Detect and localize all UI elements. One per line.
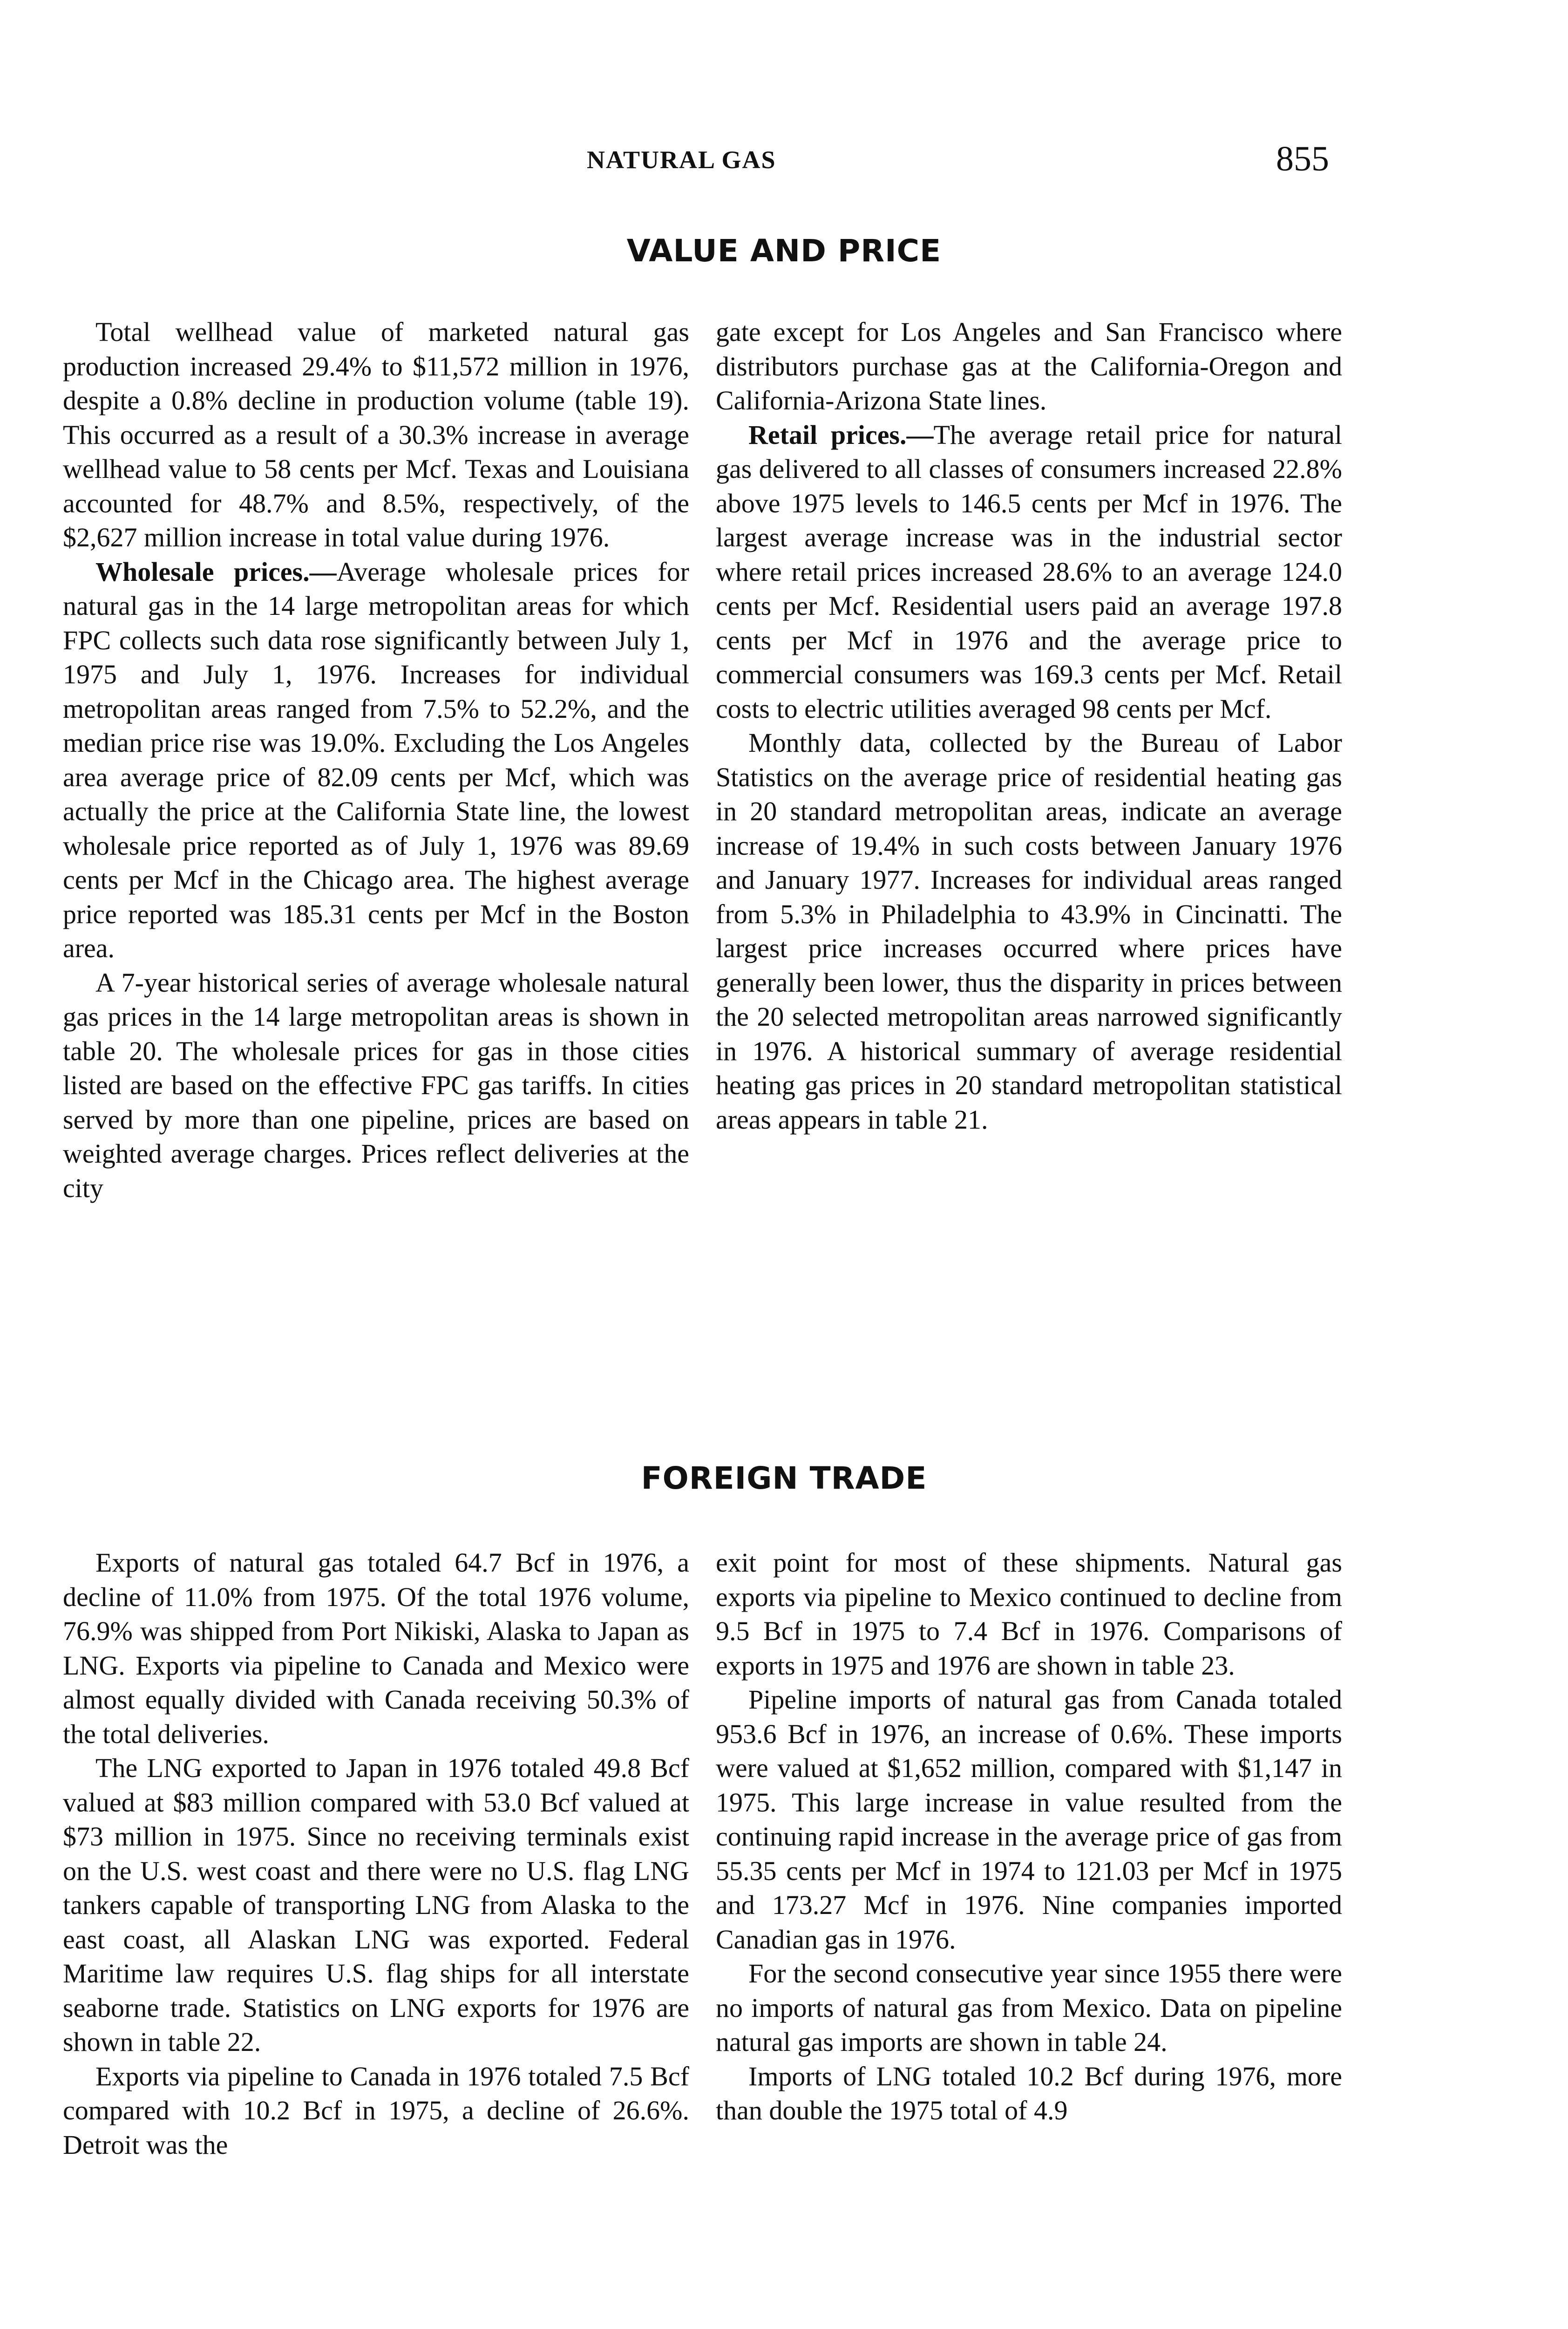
run-in-heading: Retail prices.— xyxy=(748,419,934,450)
paragraph: Pipeline imports of natural gas from Canada totaled 953.6 Bcf in 1976, an increase of 0.6%. These imports were valued at $1,652 million, compared with $1,147 in 1975. This large increase in value resulted from the continuing rapid increase in the average price of gas from 55.35 cents per Mcf in 1974 to 121.03 per Mcf in 1975 and 173.27 Mcf in 1976. Nine companies imported Canadian gas in 1976. xyxy=(716,1684,1342,1954)
paragraph: Exports of natural gas totaled 64.7 Bcf in 1976, a decline of 11.0% from 1975. Of the total 1976 volume, 76.9% was shipped from Port Nikiski, Alaska to Japan as LNG. Exports via pipeline to Canada and Mexico were almost equally divided with Canada receiving 50.3% of the total deliveries. xyxy=(63,1547,689,1749)
paragraph-text: The average retail price for natural gas delivered to all classes of consumers increased 22.8% above 1975 levels to 146.5 cents per Mcf in 1976. The largest average increase was in the industrial sector where retail prices increased 28.6% to an average 124.0 cents per Mcf. Residential users paid an average 197.8 cents per Mcf in 1976 and the average price to commercial consumers was 169.3 cents per Mcf. Retail costs to electric utilities averaged 98 cents per Mcf. xyxy=(716,419,1342,724)
paragraph: Imports of LNG totaled 10.2 Bcf during 1976, more than double the 1975 total of 4.9 xyxy=(716,2061,1342,2125)
value-price-right-column xyxy=(716,315,1342,1137)
run-in-heading: Wholesale prices.— xyxy=(95,556,337,587)
paragraph-continued: gate except for Los Angeles and San Francisco where distributors purchase gas at the California-Oregon and California-Arizona State lines. xyxy=(716,317,1342,415)
section-heading-foreign-trade: FOREIGN TRADE xyxy=(641,1460,927,1496)
paragraph xyxy=(716,418,1342,726)
page-number: 855 xyxy=(1276,139,1329,178)
paragraph-text: Average wholesale prices for natural gas in the 14 large metropolitan areas for which FPC collects such data rose significantly between July 1, 1975 and July 1, 1976. Increases for individual metropolitan areas ranged from 7.5% to 52.2%, and the median price rise was 19.0%. Excluding the Los Angeles area average price of 82.09 cents per Mcf, which was actually the price at the California State line, the lowest wholesale price reported as of July 1, 1976 was 89.69 cents per Mcf in the Chicago area. The highest average price reported was 185.31 cents per Mcf in the Boston area. xyxy=(63,556,689,963)
foreign-trade-right-column xyxy=(716,1546,1342,2128)
paragraph-continued: exit point for most of these shipments. Natural gas exports via pipeline to Mexico continued to decline from 9.5 Bcf in 1975 to 7.4 Bcf in 1976. Comparisons of exports in 1975 and 1976 are shown in table 23. xyxy=(716,1547,1342,1681)
value-price-left-column xyxy=(63,315,689,1205)
running-header: NATURAL GAS xyxy=(587,146,776,174)
paragraph: Total wellhead value of marketed natural gas production increased 29.4% to $11,572 million in 1976, despite a 0.8% decline in production volume (table 19). This occurred as a result of a 30.3% increase in average wellhead value to 58 cents per Mcf. Texas and Louisiana accounted for 48.7% and 8.5%, respectively, of the $2,627 million increase in total value during 1976. xyxy=(63,317,689,552)
paragraph: For the second consecutive year since 1955 there were no imports of natural gas from Mexico. Data on pipeline natural gas imports are shown in table 24. xyxy=(716,1958,1342,2057)
paragraph: A 7-year historical series of average wholesale natural gas prices in the 14 large metropolitan areas is shown in table 20. The wholesale prices for gas in those cities listed are based on the effective FPC gas tariffs. In cities served by more than one pipeline, prices are based on weighted average charges. Prices reflect deliveries at the city xyxy=(63,967,689,1203)
paragraph: The LNG exported to Japan in 1976 totaled 49.8 Bcf valued at $83 million compared with 53.0 Bcf valued at $73 million in 1975. Since no receiving terminals exist on the U.S. west coast and there were no U.S. flag LNG tankers capable of transporting LNG from Alaska to the east coast, all Alaskan LNG was exported. Federal Maritime law requires U.S. flag ships for all interstate seaborne trade. Statistics on LNG exports for 1976 are shown in table 22. xyxy=(63,1753,689,2057)
foreign-trade-left-column xyxy=(63,1546,689,2162)
paragraph: Monthly data, collected by the Bureau of Labor Statistics on the average price of residential heating gas in 20 standard metropolitan areas, indicate an average increase of 19.4% in such costs between January 1976 and January 1977. Increases for individual areas ranged from 5.3% in Philadelphia to 43.9% in Cincinatti. The largest price increases occurred where prices have generally been lower, thus the disparity in prices between the 20 selected metropolitan areas narrowed significantly in 1976. A historical summary of average residential heating gas prices in 20 standard metropolitan statistical areas appears in table 21. xyxy=(716,728,1342,1135)
section-heading-value-and-price: VALUE AND PRICE xyxy=(626,233,942,269)
paragraph xyxy=(63,555,689,966)
paragraph: Exports via pipeline to Canada in 1976 totaled 7.5 Bcf compared with 10.2 Bcf in 1975, a decline of 26.6%. Detroit was the xyxy=(63,2061,689,2160)
